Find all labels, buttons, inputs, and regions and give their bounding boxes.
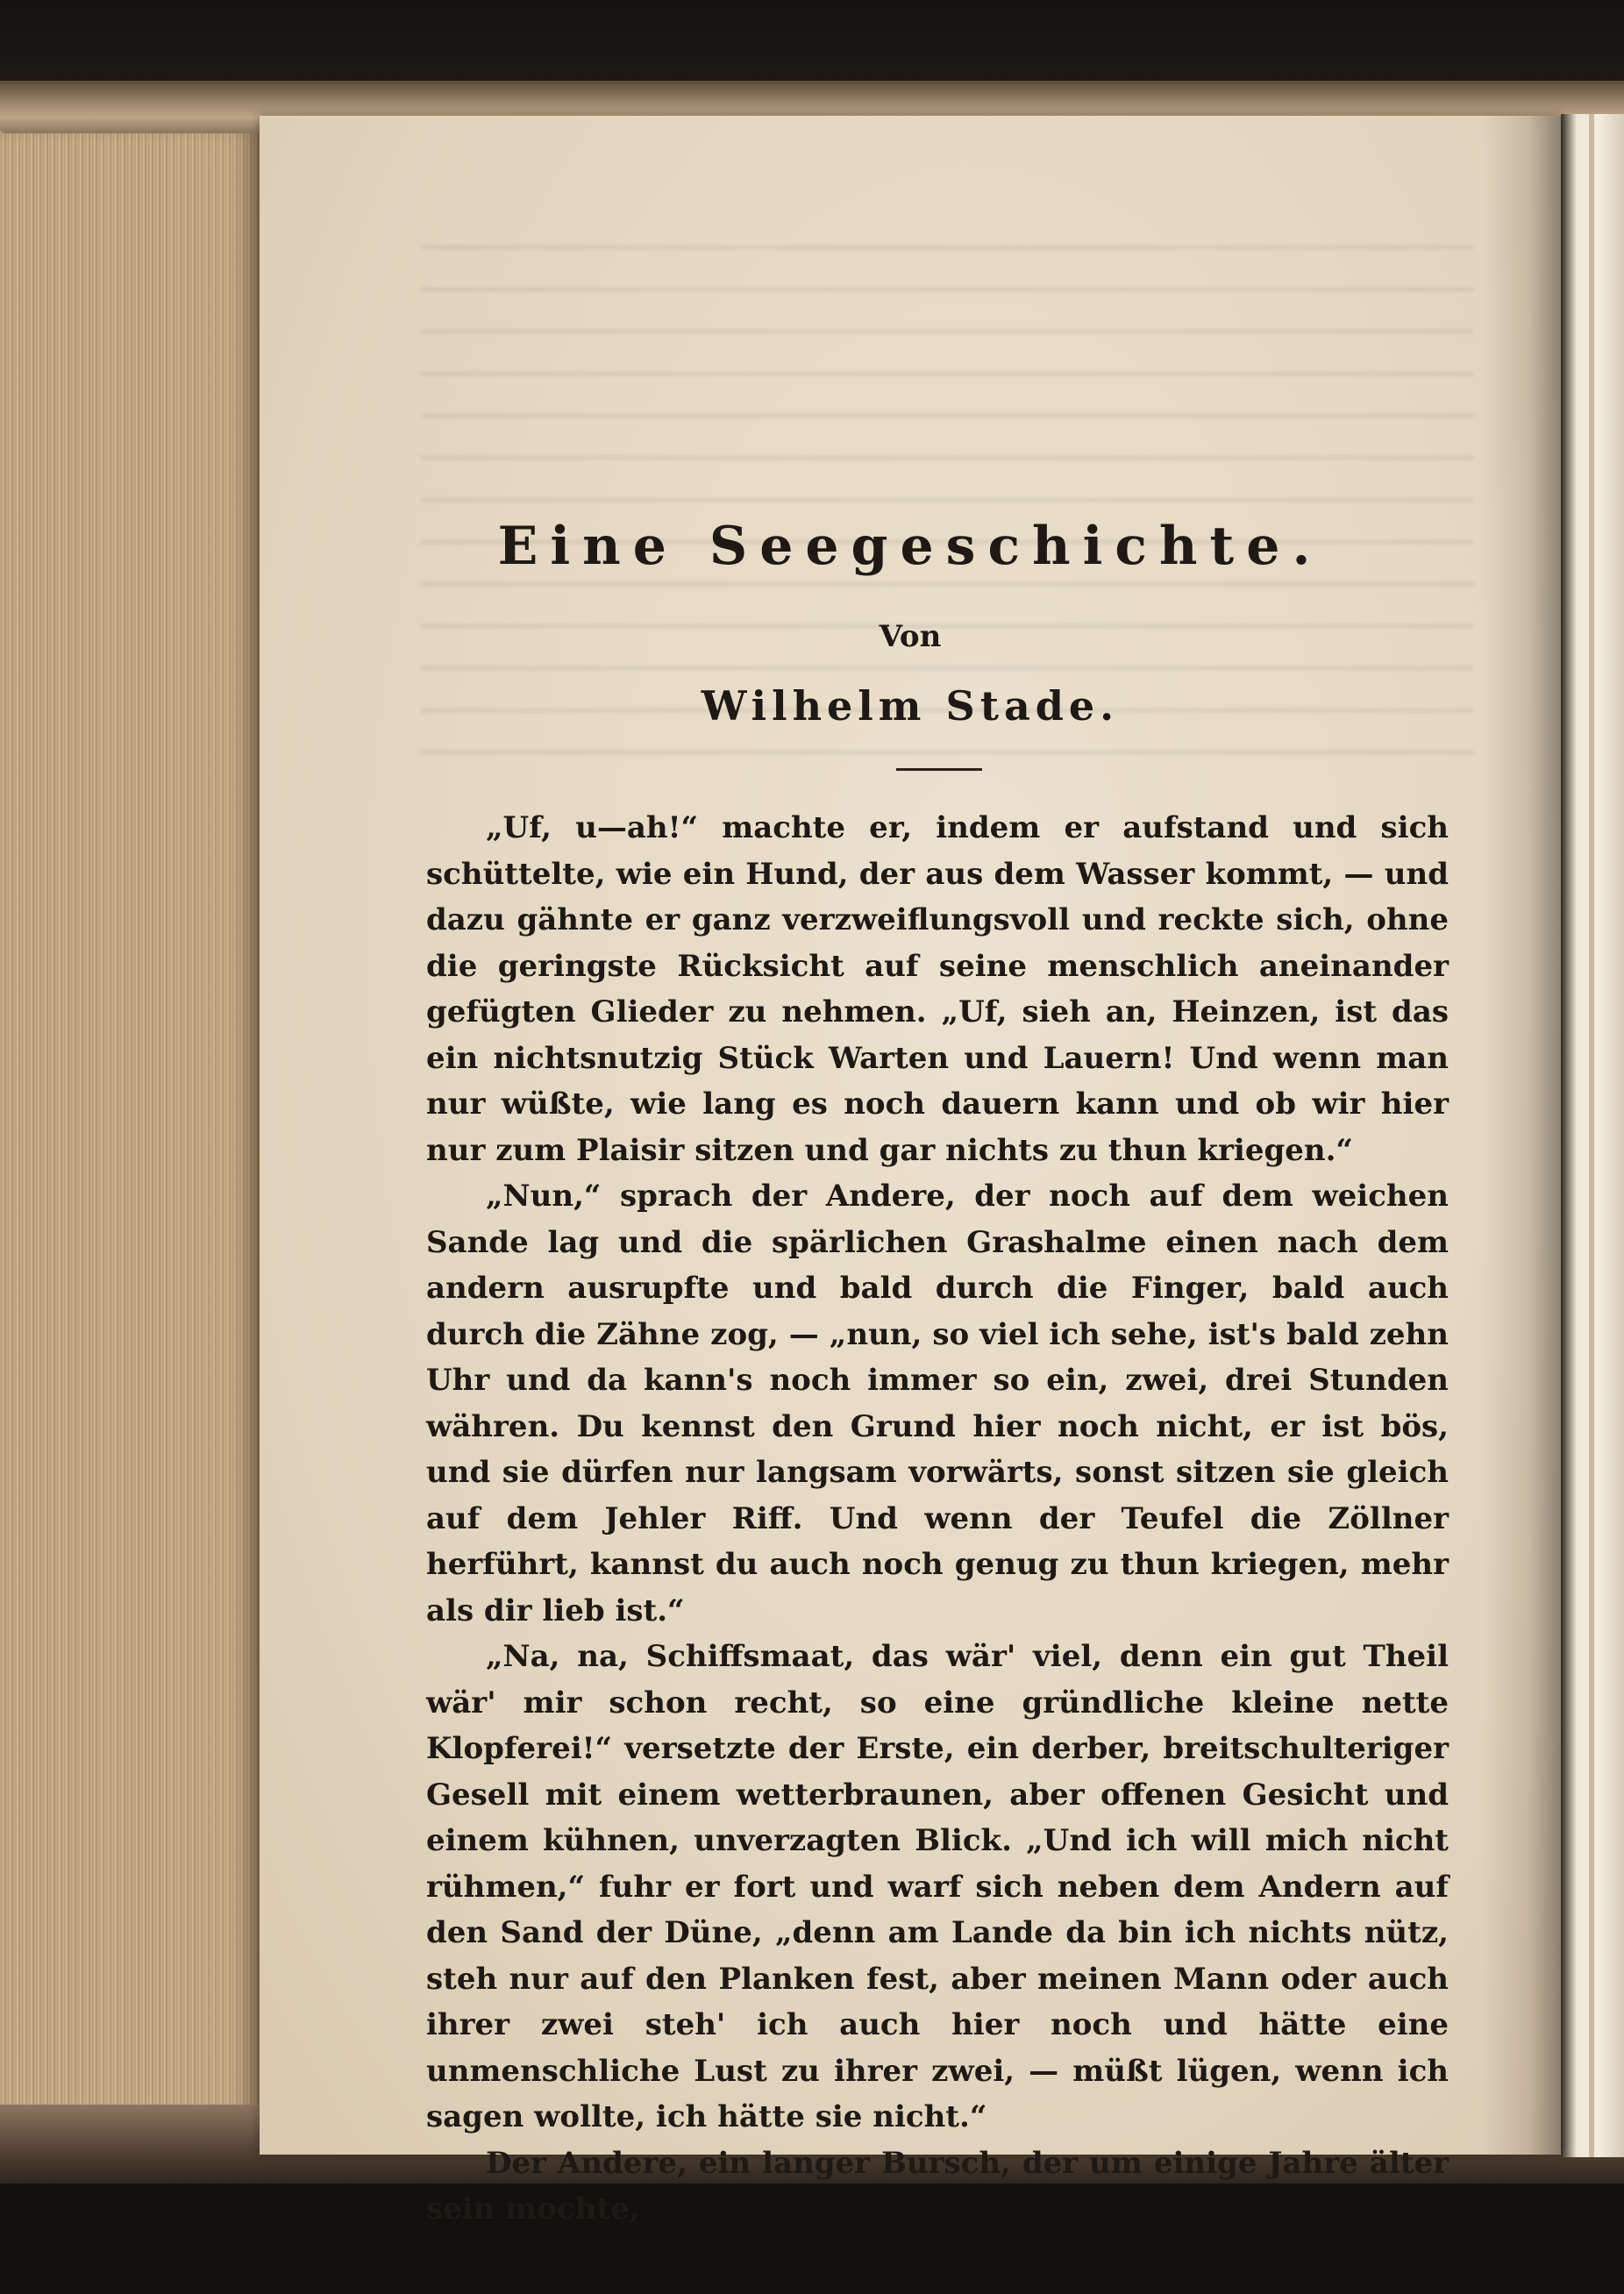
body-text xyxy=(426,805,1449,2233)
page-edges-left xyxy=(0,123,263,2140)
paragraph: Der Andere, ein langer Bursch, der um einige Jahre älter sein mochte, xyxy=(426,2145,1449,2226)
title-rule xyxy=(896,768,982,771)
story-title: Eine Seegeschichte. xyxy=(497,516,1323,577)
paragraph: „Uf, u—ah!“ machte er, indem er aufstand und sich schüttelte, wie ein Hund, der aus dem Wasser kommt, — und dazu gähnte er ganz verzweiflungsvoll und reckte sich, ohne die geringste Rücksicht auf seine menschlich aneinander gefügten Glieder zu nehmen. „Uf, sieh an, Heinzen, ist das ein nichtsnutzig Stück Warten und Lauern! Und wenn man nur wüßte, wie lang es noch dauern kann und ob wir hier nur zum Plaisir sitzen und gar nichts zu thun kriegen.“ xyxy=(426,810,1449,1168)
paragraph: „Na, na, Schiffsmaat, das wär' viel, denn ein gut Theil wär' mir schon recht, so eine gründliche kleine nette Klopferei!“ versetzte der Erste, ein derber, breitschulteriger Gesell mit einem wetterbraunen, aber offenen Gesicht und einem kühnen, unverzagten Blick. „Und ich will mich nicht rühmen,“ fuhr er fort und warf sich neben dem Andern auf den Sand der Düne, „denn am Lande da bin ich nichts nütz, steh nur auf den Planken fest, aber meinen Mann oder auch ihrer zwei steh' ich auch hier noch und hätte eine unmenschliche Lust zu ihrer zwei, — müßt lügen, wenn ich sagen wollte, ich hätte sie nicht.“ xyxy=(426,1639,1449,2134)
gutter-shadow xyxy=(1482,116,1561,2155)
paragraph: „Nun,“ sprach der Andere, der noch auf dem weichen Sande lag und die spärlichen Grashalme einen nach dem andern ausrupfte und bald durch die Finger, bald auch durch die Zähne zog, — „nun, so viel ich sehe, ist's bald zehn Uhr und da kann's noch immer so ein, zwei, drei Stunden währen. Du kennst den Grund hier noch nicht, er ist bös, und sie dürfen nur langsam vorwärts, sonst sitzen sie gleich auf dem Jehler Riff. Und wenn der Teufel die Zöllner herführt, kannst du auch noch genug zu thun kriegen, mehr als dir lieb ist.“ xyxy=(426,1179,1449,1628)
author-name: Wilhelm Stade. xyxy=(701,682,1120,730)
byline: Von xyxy=(879,619,942,654)
next-page-edge xyxy=(1589,114,1594,2157)
